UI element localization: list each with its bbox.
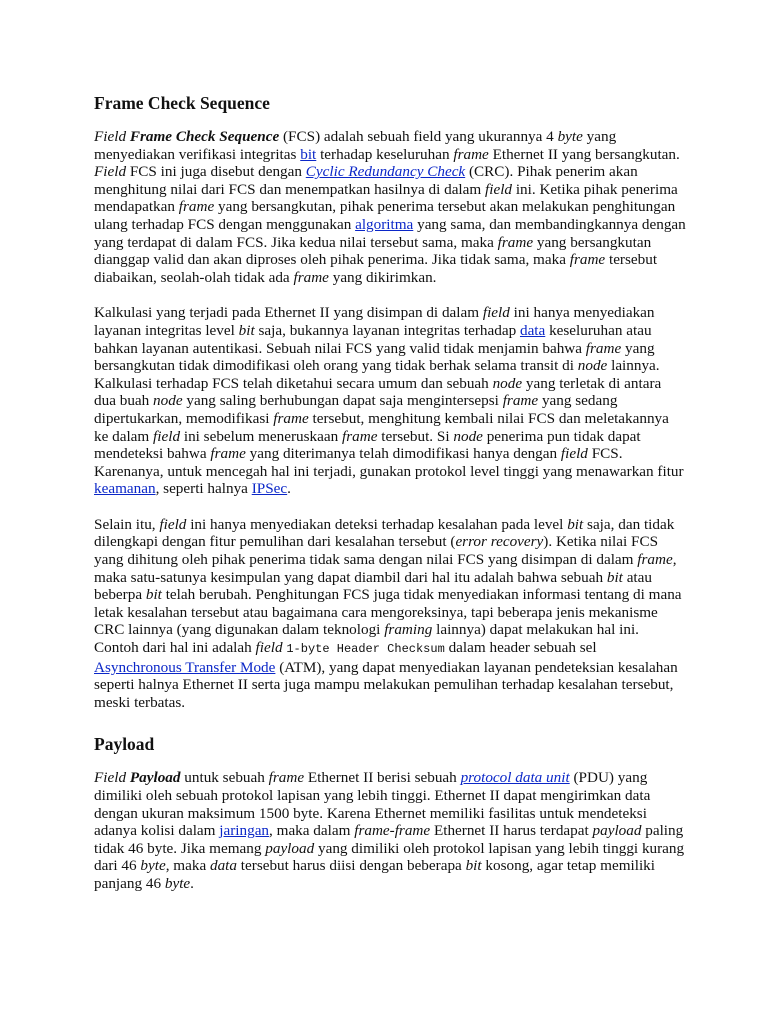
text-run: yang terletak di antara dua buah <box>94 374 662 410</box>
italic-term: frame <box>178 198 215 216</box>
inline-link[interactable]: protocol data unit <box>460 769 570 787</box>
text-run: (FCS) adalah sebuah field yang ukurannya 4 <box>279 128 558 145</box>
paragraph-payload <box>94 769 686 892</box>
italic-term: byte <box>557 128 583 145</box>
text-run: , maka <box>165 857 210 875</box>
inline-link[interactable]: bit <box>300 145 317 163</box>
italic-term: bit <box>238 321 255 339</box>
italic-term: payload <box>592 822 642 840</box>
italic-term: field <box>482 304 510 322</box>
italic-term: field <box>485 180 513 198</box>
italic-term: bit <box>606 568 623 586</box>
text-run: terhadap keseluruhan <box>316 145 454 163</box>
section-title-payload: Payload <box>94 734 155 755</box>
document-page <box>94 92 686 911</box>
italic-term: bit <box>567 515 584 533</box>
text-run: Ethernet II yang bersangkutan. <box>488 145 680 163</box>
inline-link[interactable]: algoritma <box>355 215 414 233</box>
paragraph-fcs-intro <box>94 128 686 286</box>
inline-link[interactable]: jaringan <box>219 822 270 840</box>
italic-term: byte <box>140 857 166 875</box>
italic-term: payload <box>265 839 315 857</box>
italic-term: node <box>492 374 523 392</box>
text-run: yang dimiliki oleh protokol lapisan yang lebih tinggi kurang dari 46 <box>94 839 685 875</box>
text-run: Ethernet II berisi sebuah <box>304 769 461 787</box>
italic-term: framing <box>384 621 433 639</box>
italic-term: frame <box>453 145 489 163</box>
italic-term: frame <box>569 251 606 269</box>
text-run: . <box>287 480 291 498</box>
inline-link[interactable]: data <box>519 321 546 339</box>
inline-link[interactable]: Asynchronous Transfer Mode <box>94 658 276 676</box>
italic-term: Field <box>94 769 130 787</box>
text-run: yang bersangkutan dianggap valid dan akan diproses oleh pihak penerima. Jika tidak sama, maka <box>94 233 652 269</box>
inline-link[interactable]: IPSec <box>251 480 288 498</box>
text-run: atau beberpa <box>94 568 652 604</box>
italic-term: Field <box>94 128 130 145</box>
text-run: yang bersangkutan tidak dimodifikasi oleh orang yang tidak berhak selama transit di <box>94 339 655 375</box>
inline-link[interactable]: Cyclic Redundancy Check <box>305 163 466 181</box>
italic-term: field <box>153 427 181 445</box>
text-run: (CRC). Pihak penerim akan menghitung nilai dari FCS dan menempatkan hasilnya di dalam <box>94 163 638 198</box>
italic-term: frame <box>342 427 378 445</box>
italic-term: data <box>209 857 237 875</box>
text-run: , seperti halnya <box>155 480 252 498</box>
text-run: (PDU) yang dimiliki oleh sebuah protokol lapisan yang lebih tinggi. Ethernet II dapat mengirimkan data dengan ukuran maksimum 1500 byte. Karena Ethernet memiliki fasilitas untuk mendeteksi adanya kolisi dalam <box>94 769 651 840</box>
paragraph-fcs-error-detection <box>94 516 686 712</box>
italic-term: byte <box>164 874 191 892</box>
italic-term: node <box>153 392 183 410</box>
text-run: ini hanya menyediakan deteksi terhadap kesalahan pada level <box>186 515 568 533</box>
text-run: penerima pun tidak dapat mendeteksi bahwa <box>94 427 641 463</box>
text-run: tersebut harus diisi dengan beberapa <box>237 857 466 875</box>
italic-term: frame <box>273 409 309 427</box>
italic-term: frame <box>210 445 246 463</box>
text-run: keseluruhan atau bahkan layanan autentikasi. Sebuah nilai FCS yang valid tidak menjamin bahwa <box>94 321 652 357</box>
italic-term: frame <box>497 233 534 251</box>
italic-term: field <box>560 445 588 463</box>
text-run: yang menyediakan verifikasi integritas <box>94 128 617 163</box>
text-run: yang saling berhubungan dapat saja mengintersepsi <box>182 392 503 410</box>
text-run: yang bersangkutan, pihak penerima tersebut akan melakukan penghitungan ulang terhadap FCS dengan menggunakan <box>94 198 676 233</box>
text-run: (ATM), yang dapat menyediakan layanan pendeteksian kesalahan seperti halnya Ethernet II serta juga mampu melakukan pemulihan terhadap kesalahan tersebut, meski terbatas. <box>94 658 678 711</box>
text-run: Ethernet II harus terdapat <box>430 822 593 840</box>
italic-term: frame <box>268 769 305 787</box>
italic-term: bit <box>465 857 482 875</box>
inline-code: 1-byte Header Checksum <box>286 642 445 657</box>
italic-term: node <box>453 427 483 445</box>
italic-term: field <box>159 515 187 533</box>
text-run: yang dikirimkan. <box>328 268 437 286</box>
paragraph-fcs-integrity <box>94 304 686 498</box>
text-run: , maka dalam <box>269 822 355 840</box>
text-run: ini hanya menyediakan layanan integritas level <box>94 304 655 339</box>
text-run: lainnya) dapat melakukan hal ini. Contoh dari hal ini adalah <box>94 621 639 657</box>
text-run: untuk sebuah <box>180 769 269 787</box>
text-run: kosong, agar tetap memiliki panjang 46 <box>94 857 655 892</box>
text-run: paling tidak 46 byte. Jika memang <box>94 822 684 857</box>
text-run: dalam header sebuah sel <box>444 639 597 657</box>
text-run: FCS. Karenanya, untuk mencegah hal ini terjadi, gunakan protokol level tinggi yang menawarkan fitur <box>94 445 684 480</box>
text-run: ini. Ketika pihak penerima mendapatkan <box>94 180 678 216</box>
text-run: yang sama, dan membandingkannya dengan yang terdapat di dalam FCS. Jika kedua nilai tersebut sama, maka <box>94 215 686 251</box>
inline-link[interactable]: keamanan <box>94 480 156 498</box>
italic-term: bit <box>145 586 162 604</box>
text-run: saja, dan tidak dilengkapi dengan fitur pemulihan dari kesalahan tersebut ( <box>94 515 675 551</box>
italic-term: field <box>255 639 283 657</box>
text-run: telah berubah. Penghitungan FCS juga tidak menyediakan informasi tentang di mana letak kesalahan tersebut atau bagaimana cara mengoreksinya, tapi beberapa jenis mekanisme CRC lainnya (yang digunakan dalam teknologi <box>94 586 682 639</box>
italic-term: node <box>577 357 608 375</box>
section-title-frame-check-sequence: Frame Check Sequence <box>94 93 270 113</box>
italic-term: frame <box>293 268 329 286</box>
italic-term: frame <box>637 551 673 569</box>
text-run: . <box>190 874 194 892</box>
text-run: ini sebelum meneruskaan <box>180 427 342 445</box>
bold-italic-term: Payload <box>129 769 181 787</box>
italic-term: error recovery <box>455 533 544 551</box>
bold-italic-term: Frame Check Sequence <box>129 128 280 145</box>
text-run: ). Ketika nilai FCS yang dihitung oleh pihak penerima tidak sama dengan nilai FCS yang disimpan di dalam <box>94 533 659 569</box>
text-run: Selain itu, <box>94 515 160 533</box>
text-run: FCS ini juga disebut dengan <box>126 163 306 181</box>
italic-term: frame <box>502 392 539 410</box>
text-run: yang diterimanya telah dimodifikasi hanya dengan <box>245 445 561 463</box>
text-run: lainnya. Kalkulasi terhadap FCS telah diketahui secara umum dan sebuah <box>94 357 660 392</box>
text-run: saja, bukannya layanan integritas terhadap <box>254 321 520 339</box>
italic-term: frame-frame <box>354 822 431 840</box>
italic-term: frame <box>585 339 622 357</box>
text-run: tersebut. Si <box>377 427 454 445</box>
text-run: yang sedang dipertukarkan, memodifikasi <box>94 392 618 427</box>
text-run: tersebut diabaikan, seolah-olah tidak ada <box>94 251 658 286</box>
text-run: , maka satu-satunya kesimpulan yang dapat diambil dari hal itu adalah bahwa sebuah <box>94 551 677 586</box>
italic-term: Field <box>94 163 127 181</box>
text-run: Kalkulasi yang terjadi pada Ethernet II yang disimpan di dalam <box>94 304 483 322</box>
text-run: tersebut, menghitung kembali nilai FCS dan meletakannya ke dalam <box>94 409 669 445</box>
